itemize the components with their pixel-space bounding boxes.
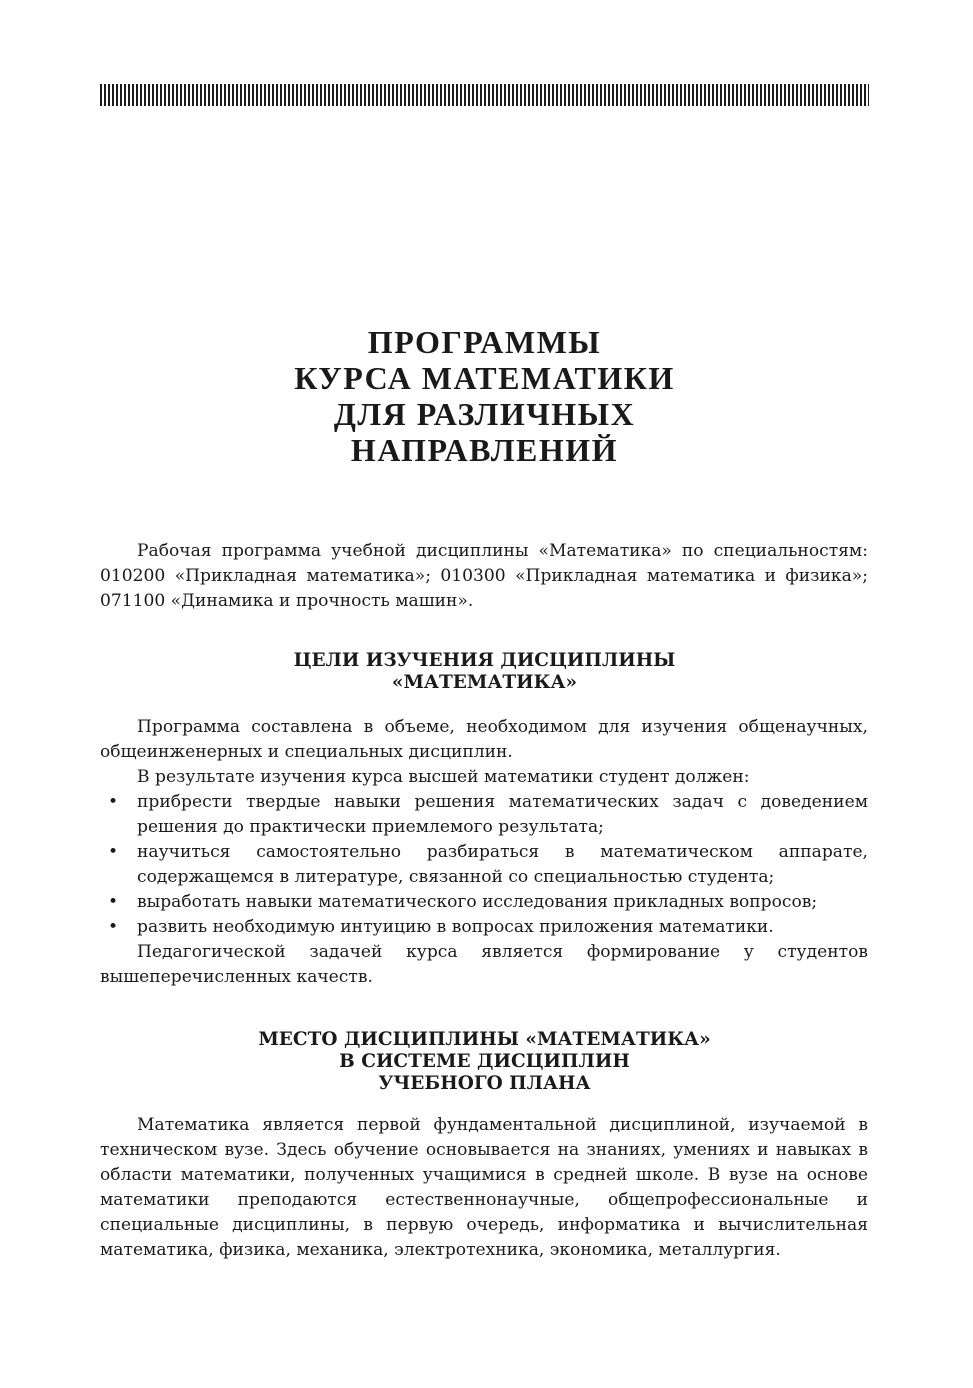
goals-block <box>100 715 868 990</box>
list-item-text: выработать навыки математического исследования прикладных вопросов; <box>137 892 818 912</box>
place-paragraph: Математика является первой фундаментальной дисциплиной, изучаемой в техническом вузе. Здесь обучение основывается на знаниях, умениях и навыках в области математики, полученных учащимися в средней школе. В вузе на основе математики преподаются естественнонаучные, общепрофессиональные и специальные дисциплины, в первую очередь, информатика и вычислительная математика, физика, механика, электротехника, экономика, металлургия. <box>100 1115 868 1260</box>
goals-bullet-list <box>100 790 868 940</box>
bullet-icon: • <box>108 892 119 912</box>
intro-block <box>100 539 868 614</box>
page-title-line-4: НАПРАВЛЕНИЙ <box>350 432 619 468</box>
header-decorative-rule <box>100 84 869 106</box>
list-item-text: развить необходимую интуицию в вопросах приложения математики. <box>137 917 774 937</box>
bullet-icon: • <box>108 842 119 862</box>
place-block <box>100 1113 868 1263</box>
list-item <box>100 840 868 890</box>
goals-paragraph-1: Программа составлена в объеме, необходимом для изучения общенаучных, общеинженерных и специальных дисциплин. <box>100 717 868 762</box>
list-item-text: научиться самостоятельно разбираться в математическом аппарате, содержащемся в литературе, связанной со специальностью студента; <box>137 842 868 887</box>
intro-paragraph: Рабочая программа учебной дисциплины «Математика» по специальностям: 010200 «Прикладная математика»; 010300 «Прикладная математика и физика»; 071100 «Динамика и прочность машин». <box>100 541 868 611</box>
page-title-line-2: КУРСА МАТЕМАТИКИ <box>294 360 675 396</box>
page-title-line-1: ПРОГРАММЫ <box>367 324 602 360</box>
page-title-line-3: ДЛЯ РАЗЛИЧНЫХ <box>333 396 636 432</box>
goals-paragraph-2: В результате изучения курса высшей математики студент должен: <box>137 767 750 787</box>
list-item <box>100 790 868 840</box>
goals-heading <box>100 650 869 694</box>
bullet-icon: • <box>108 792 119 812</box>
page-title <box>100 324 869 468</box>
goals-heading-line-1: ЦЕЛИ ИЗУЧЕНИЯ ДИСЦИПЛИНЫ <box>293 650 676 671</box>
place-heading-line-1: МЕСТО ДИСЦИПЛИНЫ «МАТЕМАТИКА» <box>258 1029 711 1050</box>
place-heading <box>100 1029 869 1095</box>
bullet-icon: • <box>108 917 119 937</box>
list-item <box>100 915 868 940</box>
place-heading-line-2: В СИСТЕМЕ ДИСЦИПЛИН <box>339 1051 630 1072</box>
goals-heading-line-2: «МАТЕМАТИКА» <box>391 672 578 693</box>
list-item <box>100 890 868 915</box>
goals-paragraph-3: Педагогической задачей курса является формирование у студентов вышеперечисленных качеств. <box>100 942 868 987</box>
place-heading-line-3: УЧЕБНОГО ПЛАНА <box>378 1073 591 1094</box>
list-item-text: прибрести твердые навыки решения математических задач с доведением решения до практически приемлемого результата; <box>137 792 868 837</box>
